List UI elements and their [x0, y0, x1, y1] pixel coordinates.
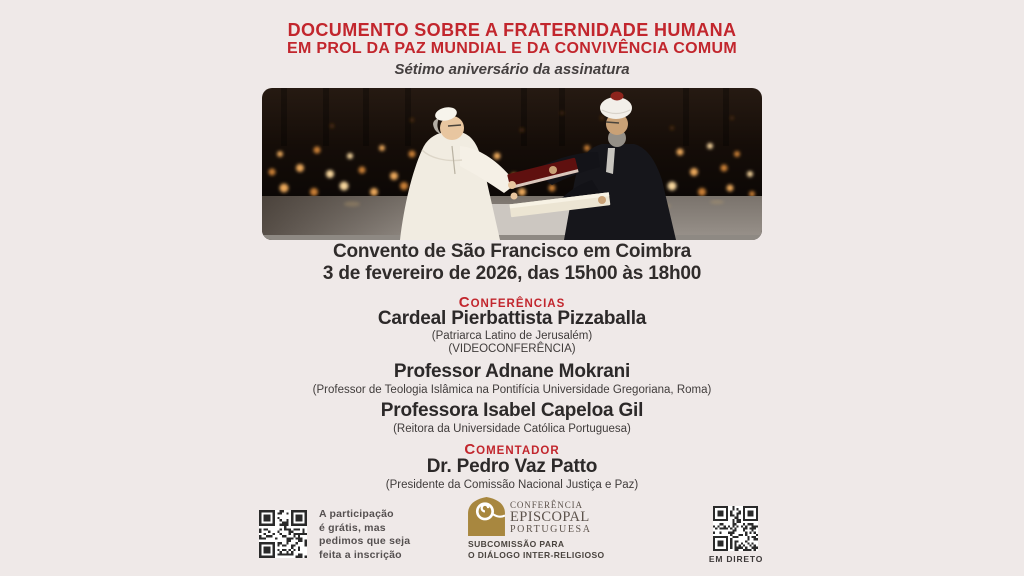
speaker-name-capeloa-gil: Professora Isabel Capeloa Gil: [380, 400, 644, 421]
commentator-heading: COMENTADOR: [464, 441, 560, 458]
organization-logo-block: [468, 497, 605, 561]
speaker-name-pizzaballa: Cardeal Pierbattista Pizzaballa: [377, 308, 647, 329]
ceremony-photo-illustration: [262, 88, 762, 240]
commentator-name: Dr. Pedro Vaz Patto: [426, 456, 598, 477]
episcopal-conference-arch-icon: [468, 497, 505, 536]
title-line-2: EM PROL DA PAZ MUNDIAL E DA CONVIVÊNCIA COMUM: [287, 40, 737, 57]
event-venue: Convento de São Francisco em Coimbra: [332, 241, 692, 262]
commentator-detail-line: (Presidente da Comissão Nacional Justiça e Paz): [385, 479, 639, 491]
conferences-heading: CONFERÊNCIAS: [458, 294, 566, 311]
speaker-detail-line: (Professor de Teologia Islâmica na Pontifícia Universidade Gregoriana, Roma): [312, 384, 712, 396]
registration-note-line: é grátis, mas: [319, 521, 386, 534]
subcommission-label: [468, 539, 605, 561]
organization-logo-row: [468, 497, 605, 536]
live-stream-qr-code-icon: [713, 506, 758, 551]
registration-note-line: pedimos que seja: [319, 535, 411, 547]
speaker-detail-line: (Patriarca Latino de Jerusalém): [431, 330, 593, 342]
subcommission-line: O DIÁLOGO INTER-RELIGIOSO: [468, 550, 605, 560]
signing-ceremony-photo: [262, 88, 762, 240]
org-name-line: CONFERÊNCIA: [510, 500, 583, 510]
registration-qr-code-icon: [258, 510, 308, 558]
title-line-1: DOCUMENTO SOBRE A FRATERNIDADE HUMANA: [287, 20, 737, 40]
speaker-name-mokrani: Professor Adnane Mokrani: [393, 361, 631, 382]
registration-note: [319, 508, 410, 562]
event-datetime: 3 de fevereiro de 2026, das 15h00 às 18h00: [322, 263, 702, 284]
subcommission-line: SUBCOMISSÃO PARA: [468, 539, 565, 549]
speaker-detail-line: (Reitora da Universidade Católica Portuguesa): [393, 423, 631, 435]
registration-note-line: A participação: [319, 508, 394, 520]
org-name-line: EPISCOPAL: [510, 509, 590, 525]
anniversary-subtitle: Sétimo aniversário da assinatura: [394, 61, 630, 78]
live-label: EM DIRETO: [708, 554, 764, 564]
org-name-line: PORTUGUESA: [510, 524, 592, 535]
speaker-detail-line: (VIDEOCONFERÊNCIA): [448, 343, 576, 355]
registration-note-line: feita a inscrição: [319, 548, 402, 561]
organization-name: [510, 501, 592, 535]
